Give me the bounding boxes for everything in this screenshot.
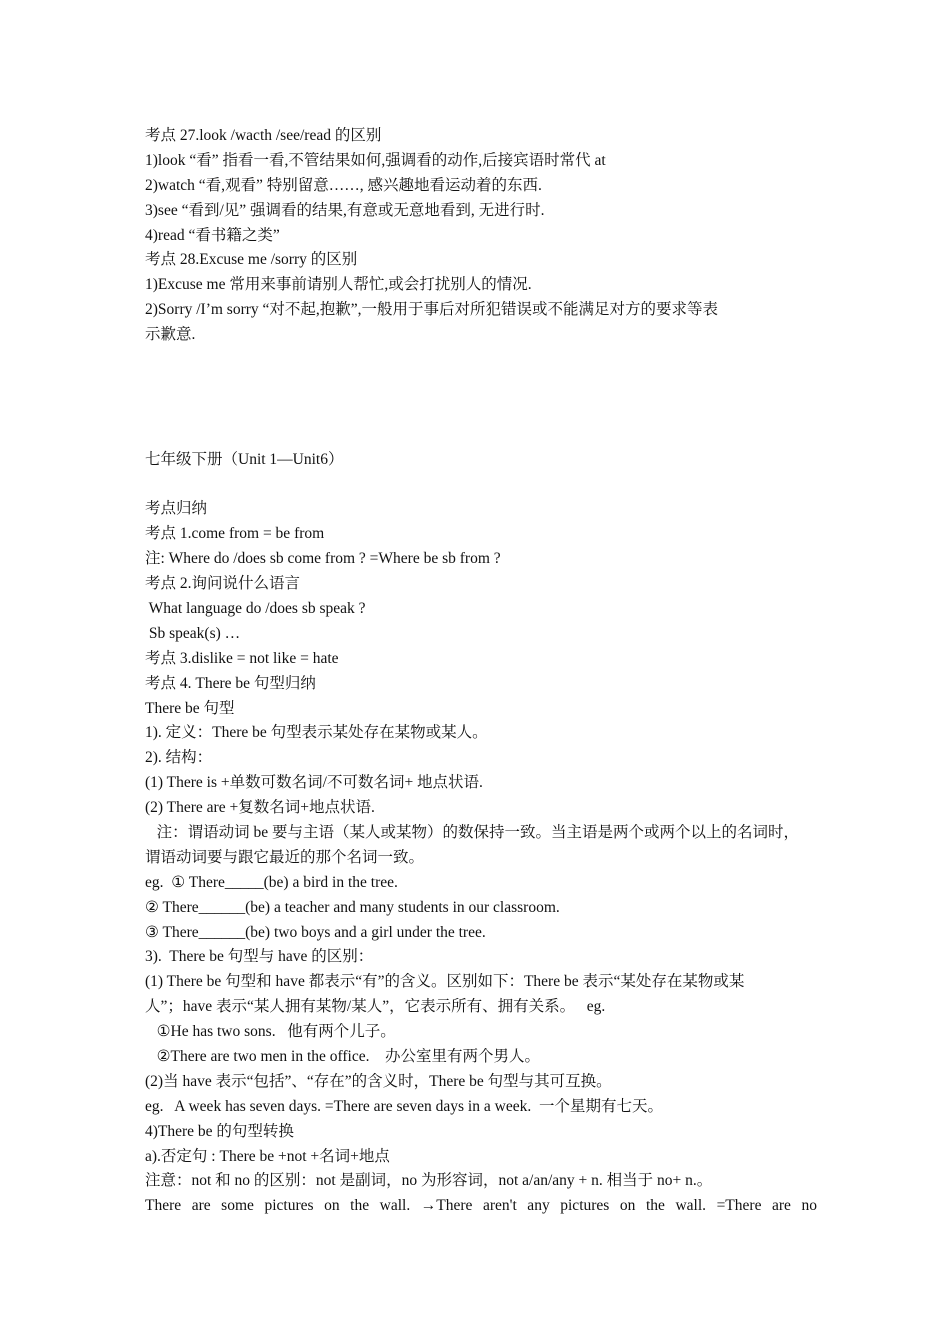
spacer	[145, 348, 817, 448]
spacer	[145, 473, 817, 498]
difference-example-1: ①He has two sons. 他有两个儿子。	[145, 1023, 396, 1041]
transform-title: 4)There be 的句型转换	[145, 1122, 294, 1140]
point-27-watch: 2)watch “看,观看” 特别留意……, 感兴趣地看运动着的东西.	[145, 176, 542, 194]
point-28-sorry-cont: 示歉意.	[145, 326, 196, 344]
difference-1: (1) There be 句型和 have 都表示“有”的含义。区别如下：There be 表示“某处存在某物或某	[145, 973, 745, 991]
point-2-question: What language do /does sb speak ?	[145, 599, 366, 617]
point-2-answer: Sb speak(s) …	[145, 624, 241, 642]
agreement-note-cont: 谓语动词要与跟它最近的那个名词一致。	[145, 848, 425, 866]
point-2: 考点 2.询问说什么语言	[145, 575, 301, 593]
point-1: 考点 1.come from = be from	[145, 525, 325, 543]
not-no-note: 注意：not 和 no 的区别：not 是副词，no 为形容词，not a/an/any + n. 相当于 no+ n.。	[145, 1172, 713, 1190]
point-27-look: 1)look “看” 指看一看,不管结果如何,强调看的动作,后接宾语时常代 at	[145, 151, 606, 169]
difference-1-cont: 人”；have 表示“某人拥有某物/某人”，它表示所有、拥有关系。 eg.	[145, 998, 606, 1016]
point-28-title: 考点 28.Excuse me /sorry 的区别	[145, 251, 358, 269]
structure-2: (2) There are +复数名词+地点状语.	[145, 799, 375, 817]
difference-title: 3). There be 句型与 have 的区别：	[145, 948, 374, 966]
example-2: ② There______(be) a teacher and many students in our classroom.	[145, 898, 560, 916]
point-4: 考点 4. There be 句型归纳	[145, 674, 316, 692]
summary-title: 考点归纳	[145, 500, 208, 518]
structure-1: (1) There is +单数可数名词/不可数名词+ 地点状语.	[145, 774, 483, 792]
example-3: ③ There______(be) two boys and a girl under the tree.	[145, 923, 486, 941]
negative-example: There are some pictures on the wall. →There aren't any pictures on the wall. =There are no	[145, 1197, 817, 1215]
section-viewing-verbs	[145, 124, 817, 348]
there-be-title: There be 句型	[145, 699, 235, 717]
point-3: 考点 3.dislike = not like = hate	[145, 649, 339, 667]
point-28-excuse-me: 1)Excuse me 常用来事前请别人帮忙,或会打扰别人的情况.	[145, 276, 532, 294]
example-1: eg. ① There_____(be) a bird in the tree.	[145, 873, 398, 891]
point-27-see: 3)see “看到/见” 强调看的结果,有意或无意地看到, 无进行时.	[145, 201, 545, 219]
negative-form: a).否定句 : There be +not +名词+地点	[145, 1147, 390, 1165]
definition: 1). 定义：There be 句型表示某处存在某物或某人。	[145, 724, 488, 742]
point-1-note: 注: Where do /does sb come from ? =Where be sb from ?	[145, 550, 501, 568]
point-27-read: 4)read “看书籍之类”	[145, 226, 280, 244]
agreement-note: 注：谓语动词 be 要与主语（某人或某物）的数保持一致。当主语是两个或两个以上的名词时，	[145, 823, 800, 841]
grade-heading: 七年级下册（Unit 1—Unit6）	[145, 450, 344, 468]
difference-example-2: ②There are two men in the office. 办公室里有两个男人。	[145, 1047, 540, 1065]
section-grade7-points	[145, 497, 817, 1219]
point-27-title: 考点 27.look /wacth /see/read 的区别	[145, 127, 382, 144]
point-28-sorry: 2)Sorry /I’m sorry “对不起,抱歉”,一般用于事后对所犯错误或不能满足对方的要求等表	[145, 301, 719, 319]
document-page	[145, 124, 817, 1219]
difference-2-example: eg. A week has seven days. =There are seven days in a week. 一个星期有七天。	[145, 1097, 663, 1115]
difference-2: (2)当 have 表示“包括”、“存在”的含义时，There be 句型与其可互换。	[145, 1072, 612, 1090]
structure-title: 2). 结构：	[145, 749, 213, 767]
